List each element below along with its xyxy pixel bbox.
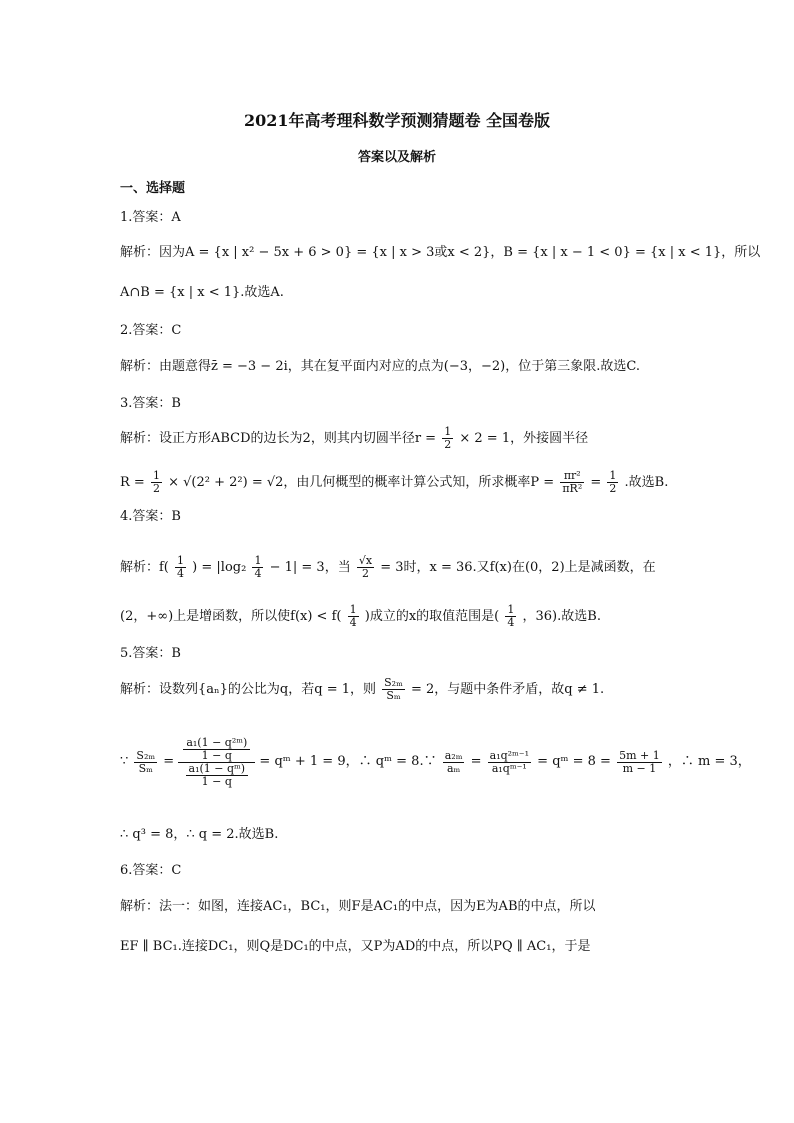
fraction-denominator: 1 − q — [201, 748, 232, 762]
section-heading: 一、选择题 — [120, 181, 186, 196]
fraction-geometric-sum-2m — [183, 737, 250, 762]
fraction-numerator: √x — [358, 554, 373, 567]
fraction-denominator: 2 — [152, 482, 160, 495]
q5-text2-mid2: = qᵐ = 8 = — [537, 754, 611, 769]
q5-analysis-line2: ∵ $\frac{\text{S₂ₘ}}{\text{Sₘ}}$ = $\frac{\frac{\text{a₁(1 − q²ᵐ)}}{1 - q}}{\frac{\text{a₁(1 − qᵐ)}}{1 - q}}$ = qᵐ + 1 = 9，∴ qᵐ = 8.∵ $\frac{\text{a₂ₘ}}{\text{aₘ}}$ = $\frac{\text{a₁q²ᵐ⁻¹}}{\text{a₁qᵐ⁻¹}}$ = qᵐ = 8 = $\frac{5m + 1}{m - 1}$ ，∴ m = 3， — [120, 720, 676, 804]
q3-text2-post: = — [590, 475, 606, 490]
fraction-numerator: 5m + 1 — [619, 748, 660, 762]
q6-analysis-line1: 解析：法一：如图，连接AC₁，BC₁，则F是AC₁的中点，因为E为AB的中点，所以 — [120, 899, 596, 914]
fraction-denominator: a₁qᵐ⁻¹ — [491, 761, 527, 775]
fraction-half — [442, 426, 453, 451]
fraction-half — [607, 470, 618, 495]
q4-text-mid: ) = |log₂ — [192, 560, 247, 575]
page-title: 2021年高考理科数学预测猜题卷 全国卷版 — [243, 111, 551, 130]
fraction-quarter — [252, 555, 263, 580]
q4-analysis-line2 — [120, 604, 676, 629]
fraction-numerator: 1 — [177, 554, 185, 567]
fraction-denominator: 2 — [361, 567, 369, 580]
fraction-numerator: 1 — [444, 425, 452, 438]
fraction-denominator: 4 — [349, 616, 357, 629]
q6-answer: 6.答案：C — [120, 863, 182, 878]
fraction-denominator: 2 — [609, 482, 617, 495]
q3-answer: 3.答案：B — [120, 396, 181, 411]
q3-text2-mid: × √(2² + 2²) = √2，由几何概型的概率计算公式知，所求概率P = — [168, 475, 555, 490]
fraction-numerator: 1 — [349, 603, 357, 616]
fraction-denominator — [178, 763, 255, 788]
fraction-sqrtx-half — [357, 555, 374, 580]
q1-answer: 1.答案：A — [120, 210, 181, 225]
q4-analysis-line1 — [120, 555, 676, 580]
fraction-numerator: a₁(1 − qᵐ) — [186, 763, 249, 776]
fraction-numerator: 1 — [507, 603, 515, 616]
fraction-denominator: 4 — [177, 567, 185, 580]
q4-text-post: = 3时，x = 36.又f(x)在(0，2)上是减函数，在 — [380, 560, 656, 575]
fraction-denominator: m − 1 — [622, 761, 657, 775]
fraction-s2m-sm — [382, 677, 405, 702]
q5-text-pre: 解析：设数列{aₙ}的公比为q，若q = 1，则 — [120, 682, 376, 697]
q5-text-post: = 2，与题中条件矛盾，故q ≠ 1. — [410, 682, 605, 697]
fraction-probability — [560, 470, 584, 495]
fraction-numerator: S₂ₘ — [136, 748, 156, 762]
q2-answer: 2.答案：C — [120, 323, 182, 338]
fraction-denominator: aₘ — [446, 761, 461, 775]
q4-text2-mid: )成立的x的取值范围是( — [364, 609, 500, 624]
q2-analysis-line1: 解析：由题意得z̄ = −3 − 2i，其在复平面内对应的点为(−3，−2)，位于第三象限.故选C. — [120, 359, 640, 374]
fraction-denominator: Sₘ — [138, 761, 153, 775]
q3-text2-pre: R = — [120, 475, 145, 490]
fraction-half — [151, 470, 162, 495]
fraction-quarter — [505, 604, 516, 629]
q3-text2-end: .故选B. — [624, 475, 669, 490]
fraction-denominator: 4 — [507, 616, 515, 629]
fraction-denominator: 4 — [254, 567, 262, 580]
q5-analysis-line3: ∴ q³ = 8，∴ q = 2.故选B. — [120, 827, 279, 842]
fraction-a2m-am — [443, 750, 465, 775]
fraction-denominator: Sₘ — [386, 689, 401, 702]
q4-text-mid2: − 1| = 3，当 — [269, 560, 351, 575]
q5-text2-pre: ∵ — [120, 754, 129, 769]
q5-text2-post: ，∴ m = 3， — [667, 754, 751, 769]
fraction-denominator: 1 − q — [201, 774, 232, 788]
q1-analysis-line2: A∩B = {x | x < 1}.故选A. — [120, 285, 284, 300]
fraction-numerator: 1 — [152, 469, 160, 482]
q4-text-pre: 解析：f( — [120, 560, 169, 575]
fraction-geometric-ratio — [178, 737, 255, 788]
q3-text-pre: 解析：设正方形ABCD的边长为2，则其内切圆半径r = — [120, 431, 437, 446]
page-subtitle: 答案以及解析 — [357, 150, 436, 165]
q5-answer: 5.答案：B — [120, 646, 181, 661]
fraction-numerator: 1 — [254, 554, 262, 567]
q4-text2-pre: (2，+∞)上是增函数，所以使f(x) < f( — [120, 609, 342, 624]
q3-analysis-line1 — [120, 426, 676, 451]
fraction-quarter — [175, 555, 186, 580]
fraction-numerator: a₂ₘ — [444, 748, 463, 762]
fraction-numerator: S₂ₘ — [384, 676, 403, 689]
q3-text-post: × 2 = 1，外接圆半径 — [459, 431, 589, 446]
fraction-numerator: πr² — [560, 470, 584, 483]
fraction-geometric-sum-m — [186, 763, 249, 788]
fraction-denominator: πR² — [562, 482, 583, 495]
fraction-numerator: a₁q²ᵐ⁻¹ — [489, 748, 530, 762]
fraction-denominator: 2 — [444, 438, 452, 451]
q6-analysis-line2: EF ∥ BC₁.连接DC₁，则Q是DC₁的中点，又P为AD的中点，所以PQ ∥ AC₁，于是 — [120, 939, 591, 954]
fraction-numerator: a₁(1 − q²ᵐ) — [183, 737, 250, 750]
q4-text2-post: ，36).故选B. — [522, 609, 601, 624]
q1-analysis-line1: 解析：因为A = {x | x² − 5x + 6 > 0} = {x | x > 3或x < 2}，B = {x | x − 1 < 0} = {x | x < 1}，所以 — [120, 245, 761, 260]
fraction-power-ratio — [488, 750, 531, 775]
fraction-quarter — [348, 604, 359, 629]
q4-answer: 4.答案：B — [120, 509, 181, 524]
q5-analysis-line1 — [120, 677, 676, 702]
fraction-numerator — [178, 737, 255, 763]
fraction-numerator: 1 — [609, 469, 617, 482]
q3-analysis-line2 — [120, 470, 676, 495]
fraction-m-ratio — [617, 750, 662, 775]
q5-text2-mid: = qᵐ + 1 = 9，∴ qᵐ = 8.∵ — [259, 754, 437, 769]
fraction-s2m-sm — [134, 750, 157, 775]
